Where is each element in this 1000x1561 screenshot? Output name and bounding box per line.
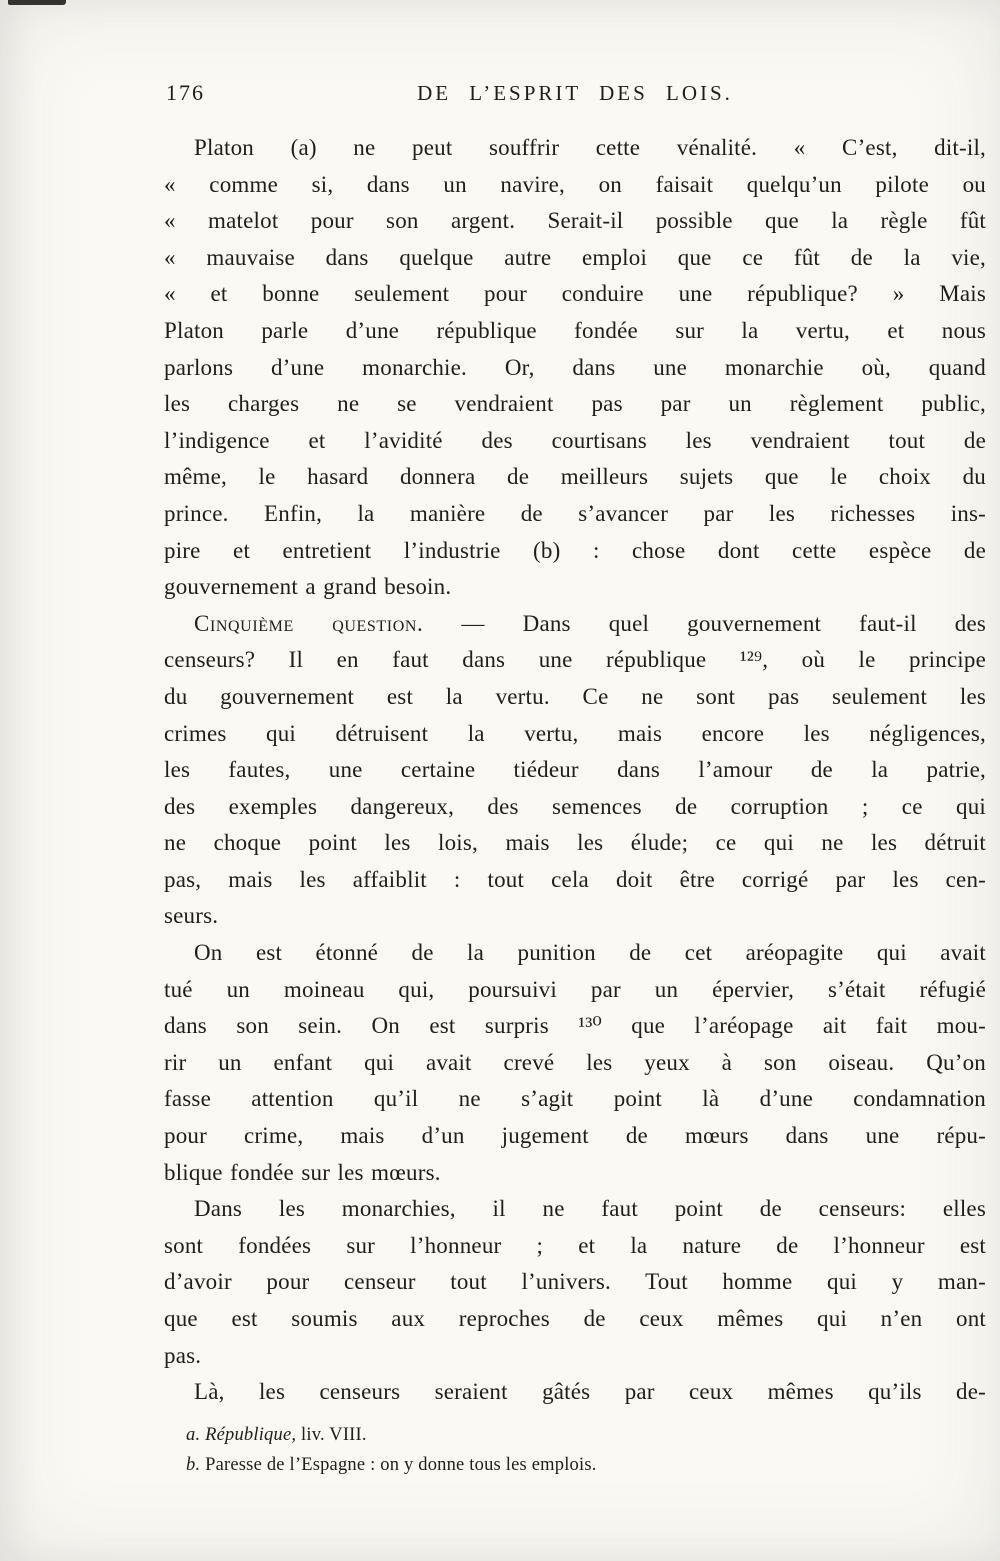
page-number: 176 [166,80,205,105]
text-line: gouvernement a grand besoin. [164,574,452,600]
text-line: ne choque point les lois, mais les élude; ce qui ne les détruit [164,830,986,856]
text-run: — Dans quel gouvernement faut-il des [423,610,986,636]
text-line: « comme si, dans un navire, on faisait quelqu’un pilote ou [164,171,986,197]
text-line: « et bonne seulement pour conduire une république? » Mais [164,281,986,307]
text-line: que est soumis aux reproches de ceux mêmes qui n’en ont [164,1306,986,1331]
text-line: d’avoir pour censeur tout l’univers. Tout homme qui y man- [164,1269,986,1295]
text-line: blique fondée sur les mœurs. [164,1159,441,1185]
section-heading-smallcaps: Cinquième question. [194,610,424,636]
footnote-text: Paresse de l’Espagne : on y donne tous les emplois. [200,1455,597,1475]
text-line: les charges ne se vendraient pas par un règlement public, [164,391,986,417]
text-line: Platon (a) ne peut souffrir cette vénalité. « C’est, dit-il, [194,135,986,160]
text-line: pas, mais les affaiblit : tout cela doit être corrigé par les cen- [164,866,986,892]
text-line: « matelot pour son argent. Serait-il possible que la règle fût [164,208,986,234]
text-line: les fautes, une certaine tiédeur dans l’amour de la patrie, [164,757,986,783]
footnote-label: b. [186,1455,201,1475]
text-line: seurs. [164,903,219,929]
text-line: des exemples dangereux, des semences de corruption ; ce qui [164,793,986,819]
text-line: pas. [164,1342,202,1368]
text-line: crimes qui détruisent la vertu, mais encore les négligences, [164,720,986,746]
scan-artifact [8,0,66,5]
page-body [164,130,986,1411]
text-line: prince. Enfin, la manière de s’avancer par les richesses ins- [164,500,986,526]
text-line: censeurs? Il en faut dans une république ¹²⁹, où le principe [164,647,986,673]
text-line: même, le hasard donnera de meilleurs sujets que le choix du [164,464,986,490]
text-line: dans son sein. On est surpris ¹³⁰ que l’aréopage ait fait mou- [164,1013,986,1039]
text-line: Là, les censeurs seraient gâtés par ceux mêmes qu’ils de- [194,1379,986,1405]
text-line: pire et entretient l’industrie (b) : chose dont cette espèce de [164,537,986,563]
footnote-label: a. [186,1425,201,1445]
text-line: tué un moineau qui, poursuivi par un épervier, s’était réfugié [164,976,986,1002]
text-line: l’indigence et l’avidité des courtisans les vendraient tout de [164,427,986,453]
paragraph [164,130,986,606]
footnotes [186,1420,976,1480]
text-line: fasse attention qu’il ne s’agit point là d’une condamnation [164,1086,986,1112]
paragraph [164,1374,986,1411]
footnote-title-italic: République, [200,1425,297,1445]
text-line [164,606,986,643]
text-line: « mauvaise dans quelque autre emploi que ce fût de la vie, [164,244,986,270]
paragraph [164,606,986,935]
running-title: DE L’ESPRIT DES LOIS. [417,81,733,105]
page-header [164,80,986,112]
text-line: du gouvernement est la vertu. Ce ne sont pas seulement les [164,683,986,709]
footnote-b [186,1450,976,1480]
text-line: parlons d’une monarchie. Or, dans une monarchie où, quand [164,354,986,380]
text-line: rir un enfant qui avait crevé les yeux à son oiseau. Qu’on [164,1049,986,1075]
footnote-text: liv. VIII. [296,1425,367,1445]
text-line: Platon parle d’une république fondée sur la vertu, et nous [164,317,986,343]
text-line: Dans les monarchies, il ne faut point de censeurs: elles [194,1196,986,1222]
paragraph [164,1191,986,1374]
footnote-a [186,1420,976,1450]
text-line: On est étonné de la punition de cet aréopagite qui avait [194,940,986,966]
text-line: pour crime, mais d’un jugement de mœurs dans une répu- [164,1123,986,1149]
text-line: sont fondées sur l’honneur ; et la nature de l’honneur est [164,1232,986,1258]
paragraph [164,935,986,1191]
